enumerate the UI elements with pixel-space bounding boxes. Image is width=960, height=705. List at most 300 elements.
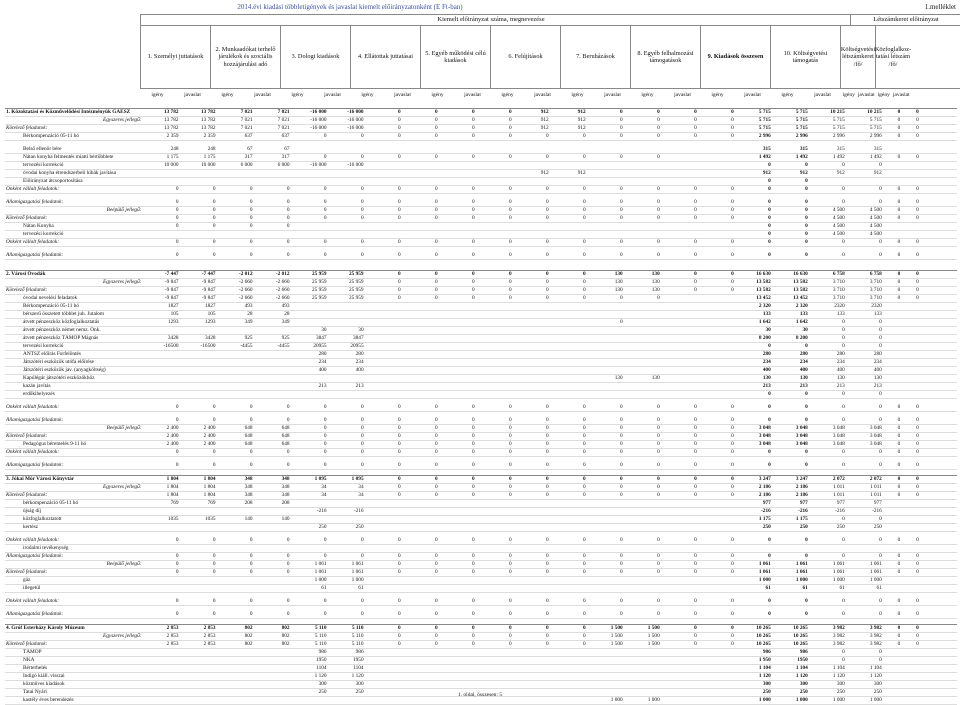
table-cell <box>920 287 939 295</box>
table-cell: 1 500 <box>587 625 624 633</box>
table-cell <box>143 585 180 593</box>
table-cell: 0 <box>550 633 587 641</box>
table-cell: 0 <box>328 553 365 561</box>
table-cell: 1 642 <box>772 319 809 327</box>
table-cell: 0 <box>901 553 920 561</box>
table-cell: 0 <box>365 133 402 141</box>
table-cell: 977 <box>846 500 883 508</box>
table-cell: 0 <box>328 598 365 606</box>
table-cell: 0 <box>439 611 476 619</box>
table-cell <box>180 231 217 239</box>
table-cell: 1 061 <box>772 561 809 569</box>
table-cell: 0 <box>254 569 291 577</box>
table-cell: 0 <box>883 154 902 162</box>
table-cell: 0 <box>587 476 624 484</box>
table-cell <box>439 657 476 665</box>
table-cell <box>513 657 550 665</box>
table-cell: 1 011 <box>846 492 883 500</box>
table-cell: 0 <box>883 449 902 457</box>
table-cell: 0 <box>513 625 550 633</box>
table-cell: 0 <box>772 239 809 247</box>
table-cell: 0 <box>439 537 476 545</box>
table-cell: 0 <box>476 641 513 649</box>
table-cell: 2 400 <box>180 425 217 433</box>
table-cell <box>920 359 939 367</box>
table-row <box>5 577 957 585</box>
table-cell: 925 <box>254 335 291 343</box>
table-cell: 0 <box>846 199 883 207</box>
table-cell <box>550 545 587 553</box>
table-cell <box>920 633 939 641</box>
table-cell: 0 <box>772 391 809 399</box>
table-cell <box>938 665 957 673</box>
table-cell: 0 <box>476 561 513 569</box>
table-cell <box>217 545 254 553</box>
sub-header-label: javaslat <box>744 92 761 98</box>
table-cell: 0 <box>587 117 624 125</box>
table-cell: 1 061 <box>735 569 772 577</box>
table-row <box>5 553 957 561</box>
row-label: 4. Gróf Esterházy Károly Múzeum <box>5 625 143 633</box>
table-cell: 0 <box>254 449 291 457</box>
table-cell <box>550 335 587 343</box>
table-cell <box>901 391 920 399</box>
table-cell: -216 <box>735 508 772 516</box>
table-cell: 34 <box>291 492 328 500</box>
table-cell: 648 <box>254 425 291 433</box>
table-cell <box>402 673 439 681</box>
table-cell <box>698 343 735 351</box>
table-cell: 0 <box>550 569 587 577</box>
table-cell <box>217 673 254 681</box>
table-cell: 0 <box>476 633 513 641</box>
table-cell: 0 <box>328 186 365 194</box>
table-cell: 234 <box>809 359 846 367</box>
table-cell: 0 <box>809 417 846 425</box>
table-cell: 0 <box>661 625 698 633</box>
table-cell: 802 <box>217 641 254 649</box>
table-cell <box>365 375 402 383</box>
table-cell <box>883 319 902 327</box>
table-cell: 0 <box>624 425 661 433</box>
table-row <box>5 641 957 649</box>
table-cell: 208 <box>217 500 254 508</box>
table-cell: 0 <box>772 207 809 215</box>
row-label: Tatai Nyári <box>5 689 143 697</box>
table-cell: 250 <box>328 524 365 532</box>
table-row <box>5 231 957 239</box>
table-cell <box>365 516 402 524</box>
table-cell <box>365 500 402 508</box>
table-cell: 0 <box>772 462 809 470</box>
table-row <box>5 545 957 553</box>
table-cell: 769 <box>180 500 217 508</box>
table-cell: 0 <box>513 186 550 194</box>
table-cell: 20955 <box>328 343 365 351</box>
table-cell <box>402 178 439 186</box>
table-cell: 0 <box>291 404 328 412</box>
table-cell <box>772 545 809 553</box>
table-cell <box>883 335 902 343</box>
table-cell: -16500 <box>143 343 180 351</box>
table-cell: 0 <box>883 287 902 295</box>
table-cell: 0 <box>883 492 902 500</box>
table-cell: 234 <box>735 359 772 367</box>
table-cell: 0 <box>217 611 254 619</box>
table-cell: 0 <box>476 553 513 561</box>
table-cell: 1 000 <box>735 577 772 585</box>
table-cell <box>217 649 254 657</box>
table-cell: 0 <box>624 199 661 207</box>
table-cell: 0 <box>698 433 735 441</box>
table-cell <box>439 375 476 383</box>
table-cell <box>180 649 217 657</box>
table-cell <box>624 327 661 335</box>
table-cell <box>901 383 920 391</box>
table-cell <box>698 146 735 154</box>
table-cell: 0 <box>587 484 624 492</box>
table-cell <box>938 287 957 295</box>
table-cell: 0 <box>476 199 513 207</box>
table-cell: 0 <box>587 449 624 457</box>
table-cell: 0 <box>217 252 254 260</box>
table-cell: 0 <box>180 537 217 545</box>
table-cell <box>180 524 217 532</box>
table-cell <box>938 146 957 154</box>
table-cell <box>920 367 939 375</box>
table-cell: 3428 <box>143 335 180 343</box>
table-cell <box>180 391 217 399</box>
table-cell: 1 120 <box>772 673 809 681</box>
table-cell <box>901 359 920 367</box>
table-cell: 130 <box>587 375 624 383</box>
table-cell: 0 <box>587 611 624 619</box>
table-cell: 0 <box>291 598 328 606</box>
table-cell: 0 <box>513 484 550 492</box>
table-cell: 977 <box>809 500 846 508</box>
table-cell <box>439 545 476 553</box>
table-cell <box>143 178 180 186</box>
table-cell: 0 <box>624 417 661 425</box>
table-cell <box>180 508 217 516</box>
table-cell: -216 <box>809 508 846 516</box>
table-cell <box>920 553 939 561</box>
table-cell <box>513 516 550 524</box>
table-cell: 0 <box>513 154 550 162</box>
table-cell: 0 <box>328 404 365 412</box>
table-cell: 0 <box>624 441 661 449</box>
table-cell <box>365 545 402 553</box>
table-cell: 912 <box>550 117 587 125</box>
table-cell: 0 <box>180 611 217 619</box>
table-cell <box>883 391 902 399</box>
table-cell: 2 400 <box>143 441 180 449</box>
table-cell <box>938 319 957 327</box>
table-cell <box>550 223 587 231</box>
table-cell: 0 <box>846 327 883 335</box>
table-cell <box>402 303 439 311</box>
table-cell <box>735 545 772 553</box>
table-cell <box>587 681 624 689</box>
row-label: 2. Városi Óvodák <box>5 271 143 279</box>
table-cell: 637 <box>254 133 291 141</box>
table-cell <box>938 343 957 351</box>
table-cell: 34 <box>328 484 365 492</box>
table-cell: 2320 <box>809 303 846 311</box>
table-cell: 0 <box>550 271 587 279</box>
table-cell <box>698 500 735 508</box>
table-cell <box>661 295 698 303</box>
table-cell <box>938 335 957 343</box>
table-cell <box>254 327 291 335</box>
table-cell <box>550 351 587 359</box>
table-cell: 0 <box>550 611 587 619</box>
table-cell <box>439 162 476 170</box>
table-cell <box>254 351 291 359</box>
table-cell: 0 <box>476 625 513 633</box>
table-cell: 30 <box>291 327 328 335</box>
table-cell: -2 012 <box>254 271 291 279</box>
table-cell <box>328 146 365 154</box>
table-cell: 0 <box>735 404 772 412</box>
table-cell <box>180 673 217 681</box>
table-cell: 637 <box>217 133 254 141</box>
table-cell <box>476 649 513 657</box>
table-cell: 0 <box>402 476 439 484</box>
table-cell: 2 853 <box>180 641 217 649</box>
table-cell: 0 <box>513 553 550 561</box>
table-cell <box>402 146 439 154</box>
table-cell <box>624 335 661 343</box>
table-cell: 1 175 <box>143 154 180 162</box>
table-cell: 28 <box>217 311 254 319</box>
table-cell <box>901 500 920 508</box>
table-cell: 0 <box>291 215 328 223</box>
table-cell <box>180 577 217 585</box>
table-cell: 0 <box>328 207 365 215</box>
table-cell: 0 <box>402 441 439 449</box>
table-cell <box>476 343 513 351</box>
table-cell: 3 048 <box>772 441 809 449</box>
table-cell <box>217 170 254 178</box>
table-cell: 250 <box>291 689 328 697</box>
table-cell: 4 500 <box>809 215 846 223</box>
table-cell <box>698 351 735 359</box>
sub-header-label: igény <box>842 92 855 98</box>
table-cell: 250 <box>846 689 883 697</box>
table-cell: 1 061 <box>809 569 846 577</box>
page-footer: 1. oldal, összesen: 5 <box>457 692 503 698</box>
table-cell <box>328 231 365 239</box>
table-cell: 0 <box>883 433 902 441</box>
table-cell: 0 <box>624 295 661 303</box>
table-row <box>5 484 957 492</box>
table-cell: 30 <box>328 327 365 335</box>
table-cell: 0 <box>180 417 217 425</box>
table-row <box>5 311 957 319</box>
table-cell: 802 <box>217 633 254 641</box>
table-cell: 0 <box>476 279 513 287</box>
table-cell: 133 <box>735 311 772 319</box>
table-cell <box>920 417 939 425</box>
table-cell <box>587 524 624 532</box>
table-cell: -9 847 <box>143 279 180 287</box>
row-label: Játszótéri eszközök jav. (anyagköltség) <box>5 367 143 375</box>
table-cell: 648 <box>254 441 291 449</box>
table-cell <box>476 231 513 239</box>
table-cell <box>143 375 180 383</box>
table-cell: 0 <box>735 239 772 247</box>
table-cell: 0 <box>735 417 772 425</box>
row-label: Egyszeres jellegű: <box>5 633 143 641</box>
table-cell: 0 <box>883 484 902 492</box>
table-cell: 0 <box>901 417 920 425</box>
table-cell: 0 <box>365 404 402 412</box>
table-cell: 1 000 <box>846 577 883 585</box>
table-cell: 0 <box>513 133 550 141</box>
table-cell <box>624 311 661 319</box>
table-cell: 0 <box>901 154 920 162</box>
table-cell: 986 <box>772 649 809 657</box>
table-cell <box>938 391 957 399</box>
table-cell <box>938 279 957 287</box>
table-cell <box>143 673 180 681</box>
table-cell: 300 <box>291 681 328 689</box>
table-cell: 0 <box>624 404 661 412</box>
table-cell: 0 <box>550 625 587 633</box>
table-cell: 1104 <box>291 665 328 673</box>
table-cell: 0 <box>883 109 902 117</box>
table-cell: 0 <box>439 425 476 433</box>
table-cell <box>143 391 180 399</box>
table-cell <box>901 335 920 343</box>
table-cell: 1 000 <box>735 697 772 705</box>
table-cell: 0 <box>550 561 587 569</box>
table-cell: 0 <box>883 441 902 449</box>
table-cell: 0 <box>772 343 809 351</box>
table-cell <box>513 524 550 532</box>
table-cell: 4 500 <box>846 231 883 239</box>
table-cell: 0 <box>661 441 698 449</box>
table-cell: 0 <box>661 449 698 457</box>
table-cell: 0 <box>550 641 587 649</box>
table-row <box>5 170 957 178</box>
table-cell: 0 <box>254 252 291 260</box>
table-cell: 0 <box>698 417 735 425</box>
table-cell <box>587 649 624 657</box>
table-cell <box>938 641 957 649</box>
table-cell: 0 <box>698 484 735 492</box>
table-cell: 1 061 <box>328 561 365 569</box>
table-cell: 0 <box>365 625 402 633</box>
table-cell <box>439 335 476 343</box>
table-cell: 0 <box>624 569 661 577</box>
table-cell <box>698 367 735 375</box>
table-cell: 0 <box>624 207 661 215</box>
table-cell: 912 <box>735 170 772 178</box>
table-cell: 0 <box>698 553 735 561</box>
table-cell: 1 000 <box>772 577 809 585</box>
table-cell <box>143 367 180 375</box>
table-cell: 348 <box>217 476 254 484</box>
table-cell: 348 <box>254 476 291 484</box>
table-cell <box>291 178 328 186</box>
table-cell: 133 <box>809 311 846 319</box>
table-cell <box>698 335 735 343</box>
table-cell: 0 <box>402 625 439 633</box>
table-cell <box>328 516 365 524</box>
table-cell: 1 492 <box>846 154 883 162</box>
table-row <box>5 335 957 343</box>
table-cell: 5 715 <box>735 117 772 125</box>
table-cell: 0 <box>846 162 883 170</box>
table-cell <box>439 516 476 524</box>
table-row <box>5 133 957 141</box>
table-cell: 0 <box>846 404 883 412</box>
table-cell: 0 <box>809 611 846 619</box>
table-cell <box>365 319 402 327</box>
table-cell <box>402 545 439 553</box>
table-cell: 0 <box>439 279 476 287</box>
row-label: Önként vállalt feladatok: <box>5 239 143 247</box>
table-cell <box>513 383 550 391</box>
table-cell <box>550 327 587 335</box>
table-cell: 0 <box>180 449 217 457</box>
table-cell <box>938 516 957 524</box>
table-cell: 234 <box>772 359 809 367</box>
table-cell <box>698 383 735 391</box>
table-cell: 1827 <box>180 303 217 311</box>
table-cell <box>254 524 291 532</box>
sub-header-row <box>140 92 960 102</box>
table-cell: 0 <box>365 207 402 215</box>
column-header: Költségvetési létszámkeret /fő/ <box>840 26 875 88</box>
table-cell: 3 048 <box>846 441 883 449</box>
table-cell <box>920 186 939 194</box>
table-cell: 10 265 <box>735 633 772 641</box>
table-cell: 0 <box>846 239 883 247</box>
table-cell <box>476 545 513 553</box>
sub-header-label: igény <box>221 92 234 98</box>
table-cell <box>698 162 735 170</box>
table-cell: 1 175 <box>180 154 217 162</box>
table-row <box>5 125 957 133</box>
table-cell: 0 <box>254 417 291 425</box>
table-cell: 0 <box>143 537 180 545</box>
table-cell: -16 000 <box>291 125 328 133</box>
table-row <box>5 681 957 689</box>
table-cell <box>513 681 550 689</box>
table-cell <box>901 327 920 335</box>
table-cell <box>938 524 957 532</box>
row-label: Önként vállalt feladatok: <box>5 186 143 194</box>
table-row <box>5 343 957 351</box>
table-cell: 0 <box>661 569 698 577</box>
table-cell: -9 847 <box>143 287 180 295</box>
table-cell: 0 <box>624 484 661 492</box>
table-cell: 0 <box>735 186 772 194</box>
row-label: Kötelező feladatok: <box>5 492 143 500</box>
table-cell: 250 <box>846 524 883 532</box>
table-cell <box>883 359 902 367</box>
table-cell <box>920 271 939 279</box>
table-cell: 0 <box>587 295 624 303</box>
table-cell <box>920 673 939 681</box>
table-cell: 0 <box>439 215 476 223</box>
table-cell <box>365 311 402 319</box>
table-cell: 248 <box>180 146 217 154</box>
table-cell: 0 <box>846 186 883 194</box>
